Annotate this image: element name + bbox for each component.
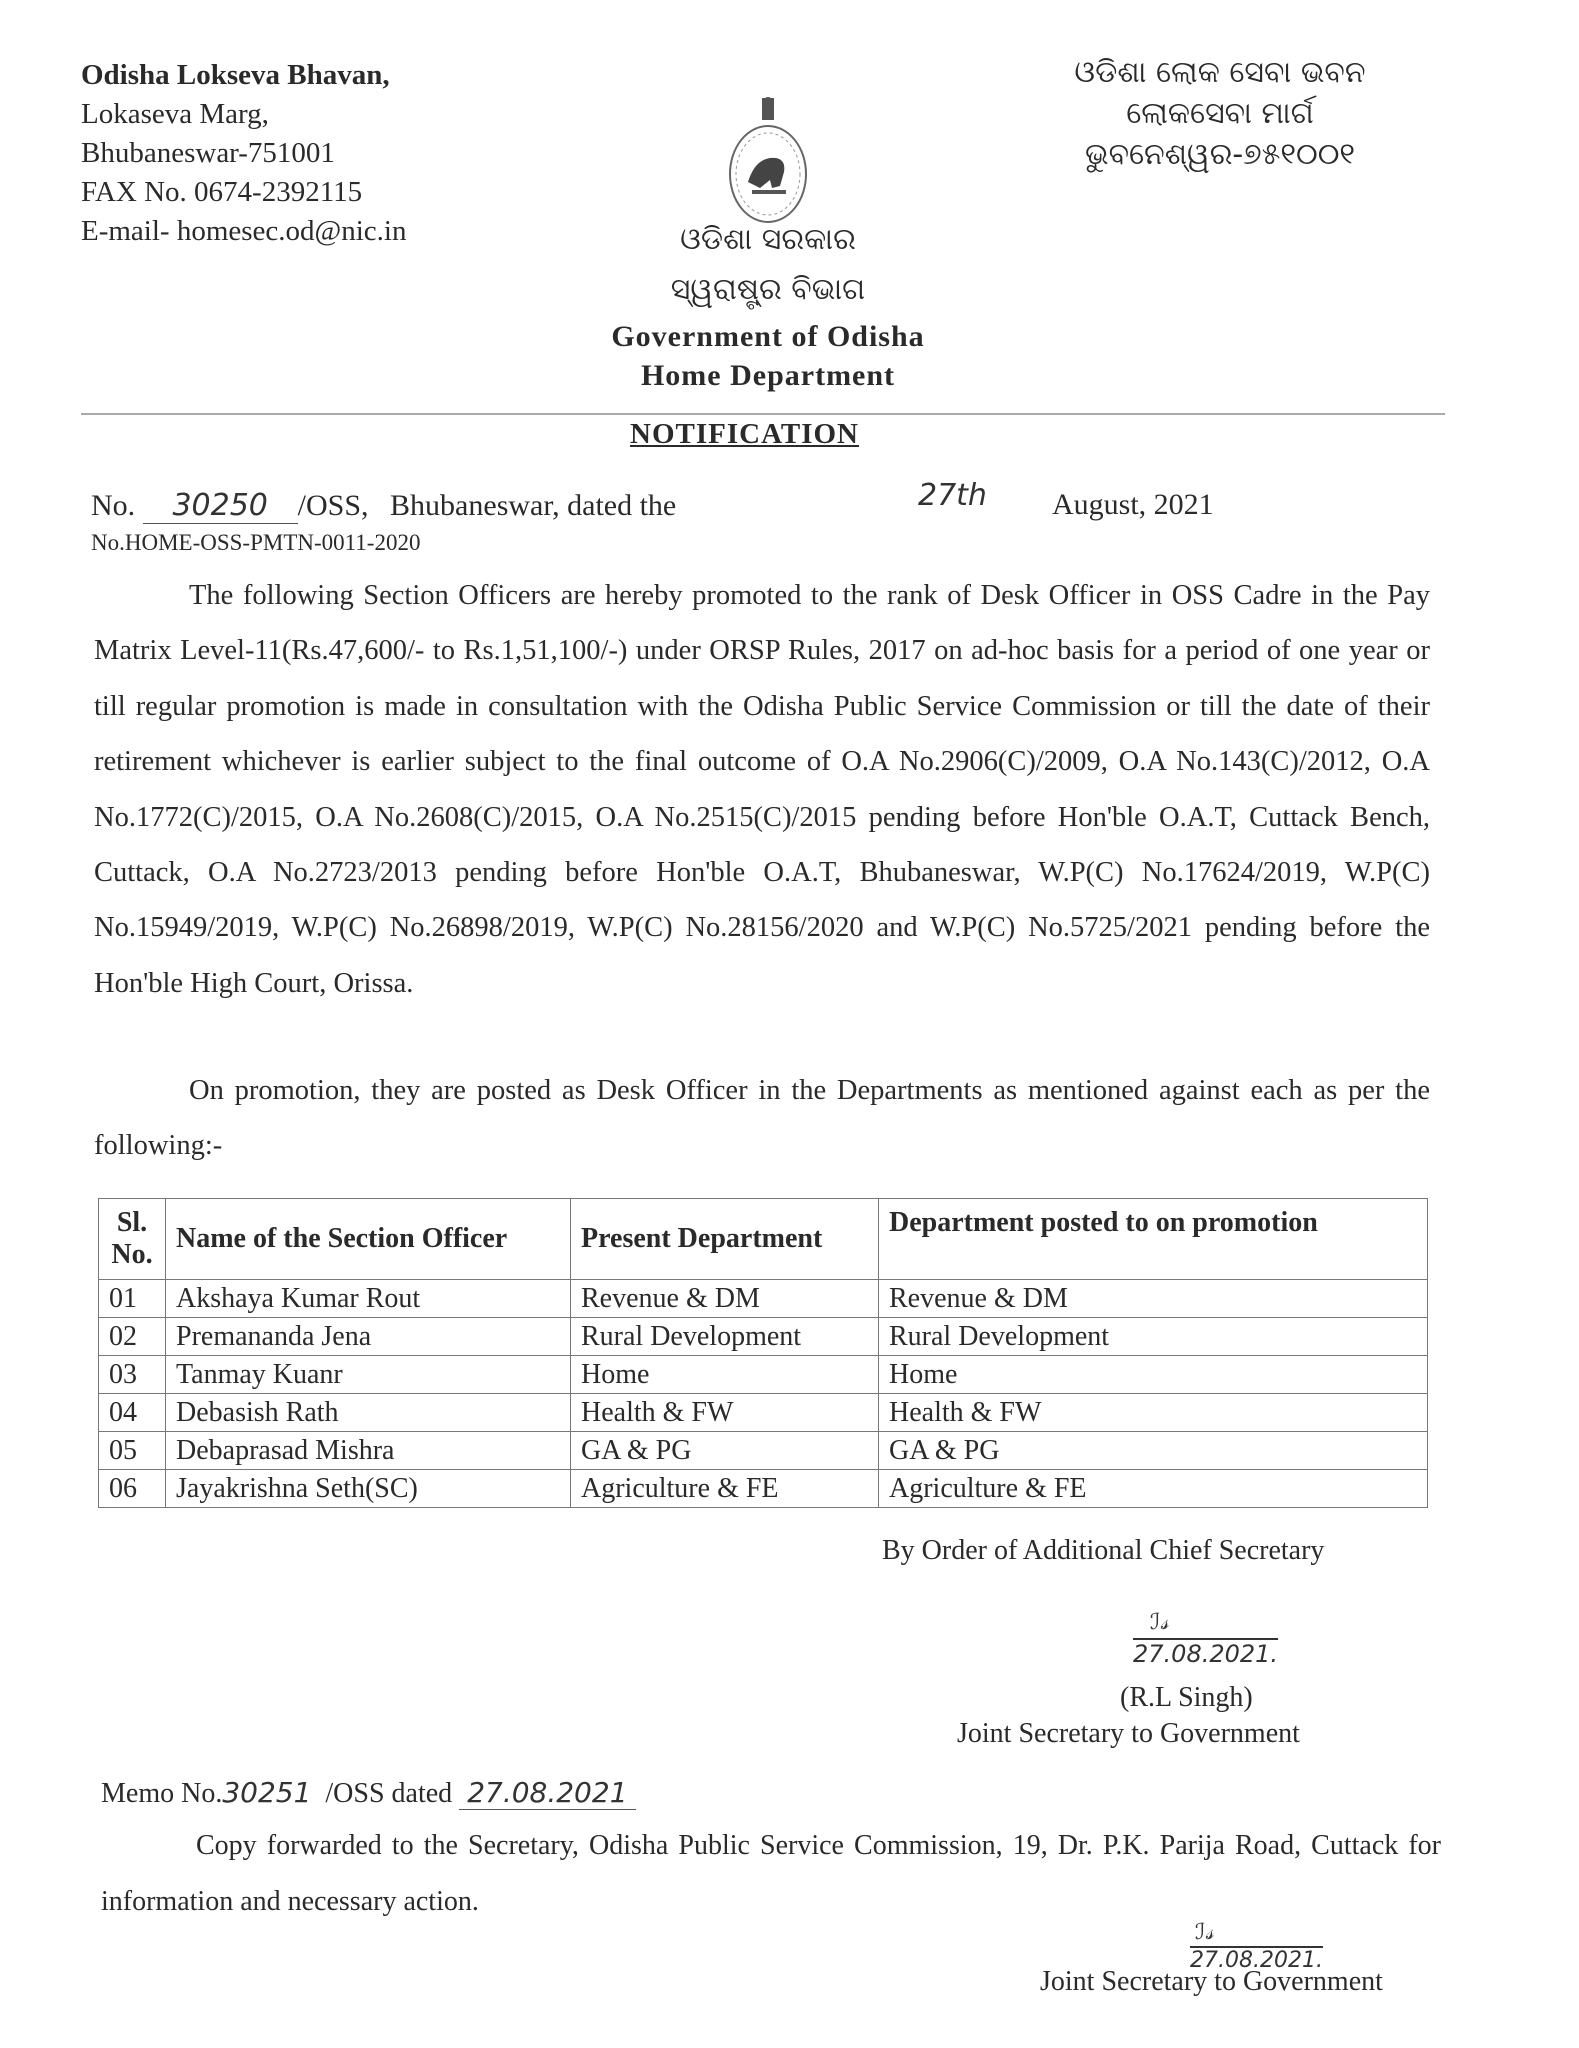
- header-sl-no: Sl. No.: [99, 1199, 166, 1280]
- notification-day: 27th: [918, 478, 987, 513]
- address-line: Lokaseva Marg,: [81, 98, 269, 130]
- odia-department-name: ସ୍ୱରାଷ୍ଟ୍ର ବିଭାଗ: [670, 272, 866, 307]
- notification-number-line: [91, 488, 676, 524]
- cell-present-dept: GA & PG: [571, 1432, 879, 1470]
- cell-sl: 02: [99, 1318, 166, 1356]
- email-address: E-mail- homesec.od@nic.in: [81, 215, 407, 247]
- memo-signature-date: 27.08.2021.: [1190, 1948, 1323, 1973]
- memo-number: 30251: [222, 1776, 312, 1809]
- cell-sl: 04: [99, 1394, 166, 1432]
- number-suffix: /OSS,: [297, 489, 369, 522]
- cell-posted-dept: Health & FW: [879, 1394, 1428, 1432]
- address-line: Bhubaneswar-751001: [81, 137, 335, 169]
- memo-dated-label: /OSS dated: [325, 1778, 453, 1809]
- cell-name: Tanmay Kuanr: [166, 1356, 571, 1394]
- memo-signatory-designation: Joint Secretary to Government: [1040, 1966, 1383, 1997]
- cell-present-dept: Revenue & DM: [571, 1280, 879, 1318]
- notification-month-year: August, 2021: [1052, 488, 1214, 521]
- table-row: [99, 1432, 1428, 1470]
- fax-number: FAX No. 0674-2392115: [81, 176, 363, 208]
- header-posted-dept: Department posted to on promotion: [879, 1199, 1428, 1280]
- body-paragraph-1: [94, 568, 1430, 1011]
- cell-sl: 01: [99, 1280, 166, 1318]
- cell-sl: 03: [99, 1356, 166, 1394]
- government-name: Government of Odisha: [611, 320, 925, 353]
- cell-sl: 05: [99, 1432, 166, 1470]
- cell-name: Premananda Jena: [166, 1318, 571, 1356]
- signatory-name: (R.L Singh): [1120, 1682, 1253, 1713]
- cell-name: Akshaya Kumar Rout: [166, 1280, 571, 1318]
- cell-name: Debasish Rath: [166, 1394, 571, 1432]
- table-row: [99, 1280, 1428, 1318]
- header-divider: [81, 413, 1445, 415]
- cell-name: Debaprasad Mishra: [166, 1432, 571, 1470]
- promotion-table: [98, 1198, 1428, 1508]
- notification-title: NOTIFICATION: [630, 418, 859, 450]
- memo-date: 27.08.2021: [459, 1776, 635, 1810]
- body-paragraph-2: [94, 1063, 1430, 1174]
- state-emblem-icon: [726, 96, 810, 231]
- odia-address: [1040, 52, 1400, 175]
- notification-number: 30250: [143, 488, 298, 524]
- cell-present-dept: Agriculture & FE: [571, 1470, 879, 1508]
- memo-line: [101, 1776, 636, 1810]
- cell-posted-dept: Rural Development: [879, 1318, 1428, 1356]
- paragraph-text: On promotion, they are posted as Desk Officer in the Departments as mentioned against each as per the following:-: [94, 1075, 1430, 1162]
- odia-address-line: ଓଡିଶା ଲୋକ ସେବା ଭବନ: [1074, 55, 1366, 90]
- memo-paragraph: Copy forwarded to the Secretary, Odisha Public Service Commission, 19, Dr. P.K. Parija Road, Cuttack for information and necessary action.: [101, 1830, 1441, 1917]
- address-line: Odisha Lokseva Bhavan,: [81, 59, 390, 91]
- table-row: [99, 1470, 1428, 1508]
- odia-government-name: ଓଡିଶା ସରକାର: [680, 222, 856, 257]
- number-label: No.: [91, 489, 136, 522]
- signature-mark-icon: ℐ𝓈: [1195, 1920, 1214, 1945]
- cell-present-dept: Rural Development: [571, 1318, 879, 1356]
- cell-present-dept: Health & FW: [571, 1394, 879, 1432]
- cell-posted-dept: Agriculture & FE: [879, 1470, 1428, 1508]
- table-row: [99, 1394, 1428, 1432]
- header-present-dept: Present Department: [571, 1199, 879, 1280]
- cell-posted-dept: GA & PG: [879, 1432, 1428, 1470]
- cell-sl: 06: [99, 1470, 166, 1508]
- signature-mark-icon: ℐ𝓈: [1150, 1610, 1169, 1635]
- memo-text: [101, 1818, 1441, 1930]
- odia-address-line: ଭୁବନେଶ୍ୱର-୭୫୧୦୦୧: [1084, 137, 1356, 172]
- department-name: Home Department: [640, 359, 896, 392]
- by-order-line: By Order of Additional Chief Secretary: [882, 1535, 1325, 1566]
- signatory-designation: Joint Secretary to Government: [957, 1718, 1300, 1749]
- cell-present-dept: Home: [571, 1356, 879, 1394]
- table-header-row: [99, 1199, 1428, 1280]
- table-row: [99, 1356, 1428, 1394]
- odia-address-line: ଲୋକସେବା ମାର୍ଗ: [1126, 96, 1314, 131]
- place-date-label: Bhubaneswar, dated the: [390, 489, 677, 522]
- file-reference: No.HOME-OSS-PMTN-0011-2020: [91, 530, 421, 555]
- cell-name: Jayakrishna Seth(SC): [166, 1470, 571, 1508]
- cell-posted-dept: Home: [879, 1356, 1428, 1394]
- cell-posted-dept: Revenue & DM: [879, 1280, 1428, 1318]
- table-row: [99, 1318, 1428, 1356]
- header-name: Name of the Section Officer: [166, 1199, 571, 1280]
- memo-label: Memo No.: [101, 1778, 223, 1809]
- signature-date: 27.08.2021.: [1133, 1640, 1279, 1668]
- paragraph-text: The following Section Officers are hereby promoted to the rank of Desk Officer in OSS Cadre in the Pay Matrix Level-11(Rs.47,600/- to Rs.1,51,100/-) under ORSP Rules, 2017 on ad-hoc basis for a period of one year or till regular promotion is made in consultation with the Odisha Public Service Commission or till the date of their retirement whichever is earlier subject to the final outcome of O.A No.2906(C)/2009, O.A No.143(C)/2012, O.A No.1772(C)/2015, O.A No.2608(C)/2015, O.A No.2515(C)/2015 pending before Hon'ble O.A.T, Cuttack Bench, Cuttack, O.A No.2723/2013 pending before Hon'ble O.A.T, Bhubaneswar, W.P(C) No.17624/2019, W.P(C) No.15949/2019, W.P(C) No.26898/2019, W.P(C) No.28156/2020 and W.P(C) No.5725/2021 pending before the Hon'ble High Court, Orissa.: [94, 580, 1430, 999]
